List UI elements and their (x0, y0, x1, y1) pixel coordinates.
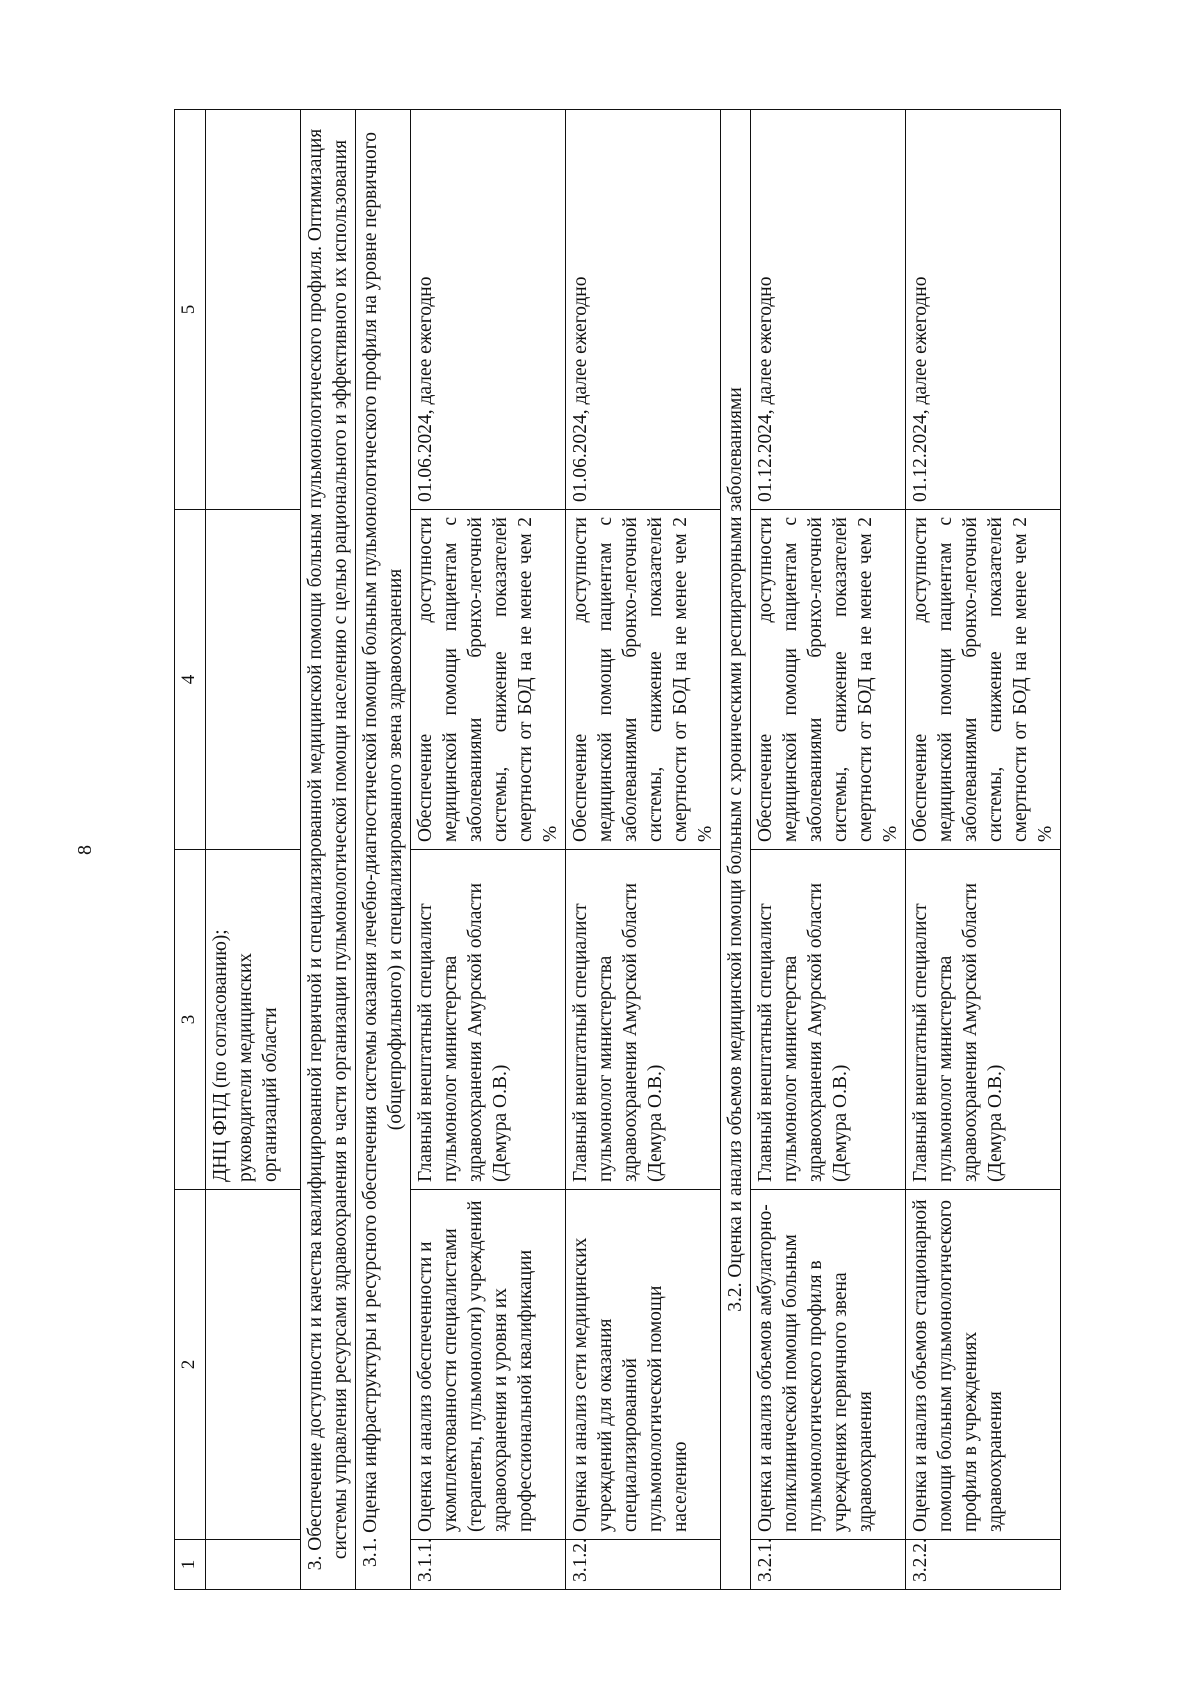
row-num: 3.2.1. (751, 1540, 906, 1590)
table-row (751, 110, 906, 1590)
continuation-deadline-cell (206, 110, 301, 510)
row-result: Обеспечение доступности медицинской помощи пациентам с заболеваниями бронхо-легочной системы, снижение показателей смертности от БОД на не менее чем 2 % (751, 510, 906, 850)
header-row (175, 110, 206, 1590)
subsection-3-2-row (721, 110, 751, 1590)
row-executor: Главный внештатный специалист пульмонолог министерства здравоохранения Амурской области (Демура О.В.) (566, 850, 721, 1190)
continuation-action-cell (206, 1190, 301, 1540)
row-result: Обеспечение доступности медицинской помощи пациентам с заболеваниями бронхо-легочной системы, снижение показателей смертности от БОД на не менее чем 2 % (411, 510, 566, 850)
table-row (906, 110, 1061, 1590)
row-executor: Главный внештатный специалист пульмонолог министерства здравоохранения Амурской области (Демура О.В.) (411, 850, 566, 1190)
subsection-3-2-title: 3.2. Оценка и анализ объемов медицинской помощи больным с хроническими респираторными заболеваниями (721, 110, 751, 1590)
row-action: Оценка и анализ объемов амбулаторно-поликлинической помощи больным пульмонологического профиля в учреждениях первичного звена здравоохранения (751, 1190, 906, 1540)
header-cell-5: 5 (175, 110, 206, 510)
continuation-num-cell (206, 1540, 301, 1590)
plan-table (174, 109, 1061, 1590)
page-number: 8 (74, 845, 96, 855)
continuation-row (206, 110, 301, 1590)
row-deadline: 01.12.2024, далее ежегодно (906, 110, 1061, 510)
subsection-3-1-row (356, 110, 411, 1590)
row-num: 3.1.1. (411, 1540, 566, 1590)
table-row (566, 110, 721, 1590)
header-cell-1: 1 (175, 1540, 206, 1590)
table-row (411, 110, 566, 1590)
row-num: 3.1.2. (566, 1540, 721, 1590)
row-executor: Главный внештатный специалист пульмонолог министерства здравоохранения Амурской области (Демура О.В.) (906, 850, 1061, 1190)
rotated-page-content (174, 110, 1056, 1590)
subsection-3-1-title: 3.1. Оценка инфраструктуры и ресурсного обеспечения системы оказания лечебно-диагностической помощи больным пульмонологического профиля на уровне первичного (общепрофильного) и специализированного звена здравоохранения (356, 110, 411, 1590)
row-deadline: 01.06.2024, далее ежегодно (411, 110, 566, 510)
section-3-title: 3. Обеспечение доступности и качества квалифицированной первичной и специализированной медицинской помощи больным пульмонологического профиля. Оптимизация системы управления ресурсами здравоохранения в части организации пульмонологической помощи населению с целью рационального и эффективного их использования (301, 110, 356, 1590)
row-executor: Главный внештатный специалист пульмонолог министерства здравоохранения Амурской области (Демура О.В.) (751, 850, 906, 1190)
row-action: Оценка и анализ обеспеченности и укомплектованности специалистами (терапевты, пульмонологи) учреждений здравоохранения и уровня их профессиональной квалификации (411, 1190, 566, 1540)
row-deadline: 01.12.2024, далее ежегодно (751, 110, 906, 510)
header-cell-2: 2 (175, 1190, 206, 1540)
header-cell-3: 3 (175, 850, 206, 1190)
continuation-executor-cell: ДНЦ ФПД (по согласованию); руководители медицинских организаций области (206, 850, 301, 1190)
header-cell-4: 4 (175, 510, 206, 850)
row-num: 3.2.2. (906, 1540, 1061, 1590)
row-result: Обеспечение доступности медицинской помощи пациентам с заболеваниями бронхо-легочной системы, снижение показателей смертности от БОД на не менее чем 2 % (566, 510, 721, 850)
row-result: Обеспечение доступности медицинской помощи пациентам с заболеваниями бронхо-легочной системы, снижение показателей смертности от БОД на не менее чем 2 % (906, 510, 1061, 850)
row-action: Оценка и анализ сети медицинских учреждений для оказания специализированной пульмонологической помощи населению (566, 1190, 721, 1540)
row-deadline: 01.06.2024, далее ежегодно (566, 110, 721, 510)
continuation-result-cell (206, 510, 301, 850)
section-3-row (301, 110, 356, 1590)
row-action: Оценка и анализ объемов стационарной помощи больным пульмонологического профиля в учреждениях здравоохранения (906, 1190, 1061, 1540)
